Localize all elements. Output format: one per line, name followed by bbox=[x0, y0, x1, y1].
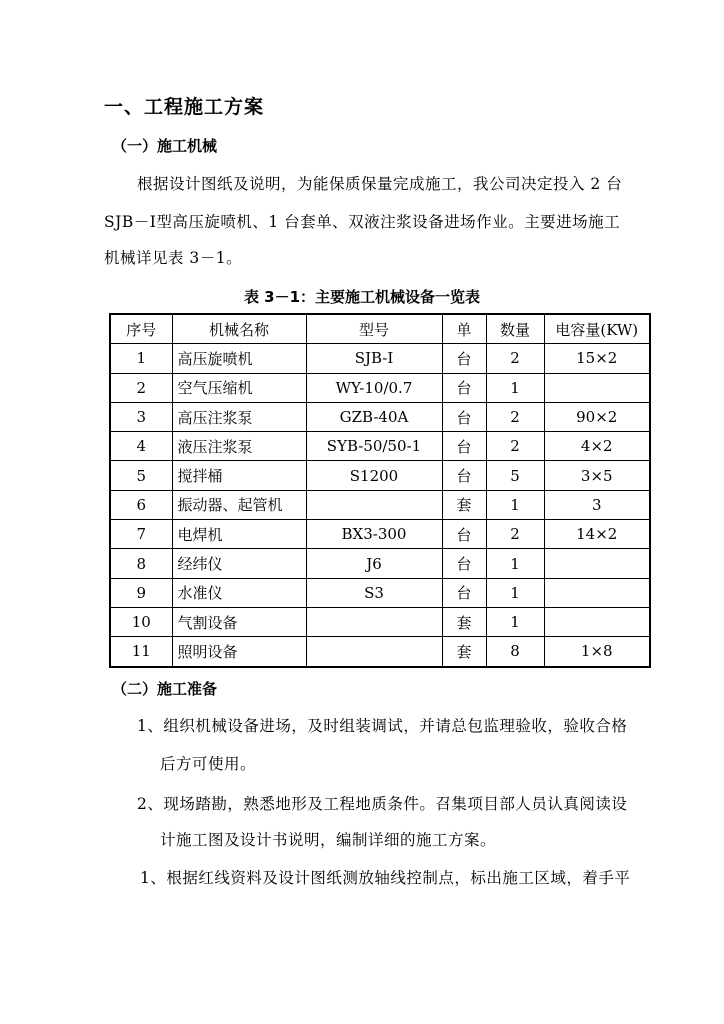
cell-model: S3 bbox=[306, 578, 442, 607]
cell-no: 11 bbox=[110, 637, 172, 667]
table-row bbox=[110, 373, 650, 402]
cell-no: 7 bbox=[110, 520, 172, 549]
cell-no: 2 bbox=[110, 373, 172, 402]
cell-qty: 1 bbox=[486, 490, 544, 519]
cell-qty: 5 bbox=[486, 461, 544, 490]
cell-unit: 套 bbox=[442, 607, 486, 636]
table-row bbox=[110, 402, 650, 431]
cell-qty: 8 bbox=[486, 637, 544, 667]
list-item-line: 后方可使用。 bbox=[160, 755, 257, 773]
cell-qty: 2 bbox=[486, 402, 544, 431]
cell-name: 搅拌桶 bbox=[172, 461, 306, 490]
cell-unit: 套 bbox=[442, 637, 486, 667]
list-item-line: 计施工图及设计书说明，编制详细的施工方案。 bbox=[160, 831, 497, 849]
cell-model bbox=[306, 490, 442, 519]
cell-model: J6 bbox=[306, 549, 442, 578]
cell-power: 15×2 bbox=[544, 344, 650, 373]
cell-model: SYB-50/50-1 bbox=[306, 432, 442, 461]
paragraph-line: 机械详见表 3－1。 bbox=[104, 249, 243, 267]
table-row bbox=[110, 549, 650, 578]
cell-name: 水准仪 bbox=[172, 578, 306, 607]
header-cell-unit: 单 bbox=[442, 314, 486, 344]
cell-name: 振动器、起管机 bbox=[172, 490, 306, 519]
section-title: 一、工程施工方案 bbox=[104, 96, 265, 118]
cell-power: 1×8 bbox=[544, 637, 650, 667]
cell-qty: 1 bbox=[486, 373, 544, 402]
paragraph-line: 根据设计图纸及说明，为能保质保量完成施工，我公司决定投入 2 台 bbox=[137, 175, 623, 193]
cell-unit: 台 bbox=[442, 461, 486, 490]
cell-unit: 台 bbox=[442, 520, 486, 549]
list-item-line: 1、组织机械设备进场，及时组装调试，并请总包监理验收，验收合格 bbox=[137, 717, 628, 735]
table-row bbox=[110, 490, 650, 519]
cell-name: 空气压缩机 bbox=[172, 373, 306, 402]
cell-model: GZB-40A bbox=[306, 402, 442, 431]
equipment-table bbox=[109, 313, 651, 668]
table-row bbox=[110, 637, 650, 667]
cell-qty: 2 bbox=[486, 432, 544, 461]
cell-name: 高压旋喷机 bbox=[172, 344, 306, 373]
cell-unit: 台 bbox=[442, 549, 486, 578]
header-cell-model: 型号 bbox=[306, 314, 442, 344]
cell-qty: 1 bbox=[486, 549, 544, 578]
cell-model bbox=[306, 637, 442, 667]
list-item-line: 2、现场踏勘，熟悉地形及工程地质条件。召集项目部人员认真阅读设 bbox=[137, 795, 628, 813]
cell-unit: 台 bbox=[442, 402, 486, 431]
cell-no: 9 bbox=[110, 578, 172, 607]
cell-unit: 套 bbox=[442, 490, 486, 519]
header-cell-name: 机械名称 bbox=[172, 314, 306, 344]
cell-no: 5 bbox=[110, 461, 172, 490]
cell-name: 照明设备 bbox=[172, 637, 306, 667]
header-cell-power: 电容量(KW) bbox=[544, 314, 650, 344]
cell-power: 90×2 bbox=[544, 402, 650, 431]
cell-name: 液压注浆泵 bbox=[172, 432, 306, 461]
table-header-row bbox=[110, 314, 650, 344]
cell-model: SJB-Ⅰ bbox=[306, 344, 442, 373]
cell-name: 电焊机 bbox=[172, 520, 306, 549]
cell-model: BX3-300 bbox=[306, 520, 442, 549]
cell-no: 3 bbox=[110, 402, 172, 431]
cell-no: 10 bbox=[110, 607, 172, 636]
cell-model bbox=[306, 607, 442, 636]
table-row bbox=[110, 344, 650, 373]
cell-unit: 台 bbox=[442, 432, 486, 461]
cell-power bbox=[544, 373, 650, 402]
paragraph-line: SJB－Ⅰ型高压旋喷机、1 台套单、双液注浆设备进场作业。主要进场施工 bbox=[104, 213, 621, 231]
cell-unit: 台 bbox=[442, 578, 486, 607]
cell-unit: 台 bbox=[442, 344, 486, 373]
cell-qty: 2 bbox=[486, 344, 544, 373]
cell-model: S1200 bbox=[306, 461, 442, 490]
cell-model: WY-10/0.7 bbox=[306, 373, 442, 402]
list-item-line: 1、根据红线资料及设计图纸测放轴线控制点，标出施工区域，着手平 bbox=[140, 869, 631, 887]
cell-power: 4×2 bbox=[544, 432, 650, 461]
cell-qty: 2 bbox=[486, 520, 544, 549]
cell-no: 1 bbox=[110, 344, 172, 373]
table-row bbox=[110, 607, 650, 636]
cell-name: 高压注浆泵 bbox=[172, 402, 306, 431]
cell-name: 气割设备 bbox=[172, 607, 306, 636]
subsection-title-preparation: （二）施工准备 bbox=[112, 680, 218, 698]
cell-no: 8 bbox=[110, 549, 172, 578]
table-caption: 表 3－1：主要施工机械设备一览表 bbox=[243, 288, 481, 306]
header-cell-no: 序号 bbox=[110, 314, 172, 344]
cell-qty: 1 bbox=[486, 578, 544, 607]
table-row bbox=[110, 461, 650, 490]
cell-power bbox=[544, 549, 650, 578]
subsection-title-machinery: （一）施工机械 bbox=[112, 137, 218, 155]
cell-power: 14×2 bbox=[544, 520, 650, 549]
cell-power: 3×5 bbox=[544, 461, 650, 490]
table-row bbox=[110, 432, 650, 461]
cell-power bbox=[544, 607, 650, 636]
table-row bbox=[110, 520, 650, 549]
cell-no: 6 bbox=[110, 490, 172, 519]
header-cell-qty: 数量 bbox=[486, 314, 544, 344]
table-row bbox=[110, 578, 650, 607]
cell-power bbox=[544, 578, 650, 607]
cell-power: 3 bbox=[544, 490, 650, 519]
cell-name: 经纬仪 bbox=[172, 549, 306, 578]
cell-no: 4 bbox=[110, 432, 172, 461]
cell-qty: 1 bbox=[486, 607, 544, 636]
cell-unit: 台 bbox=[442, 373, 486, 402]
